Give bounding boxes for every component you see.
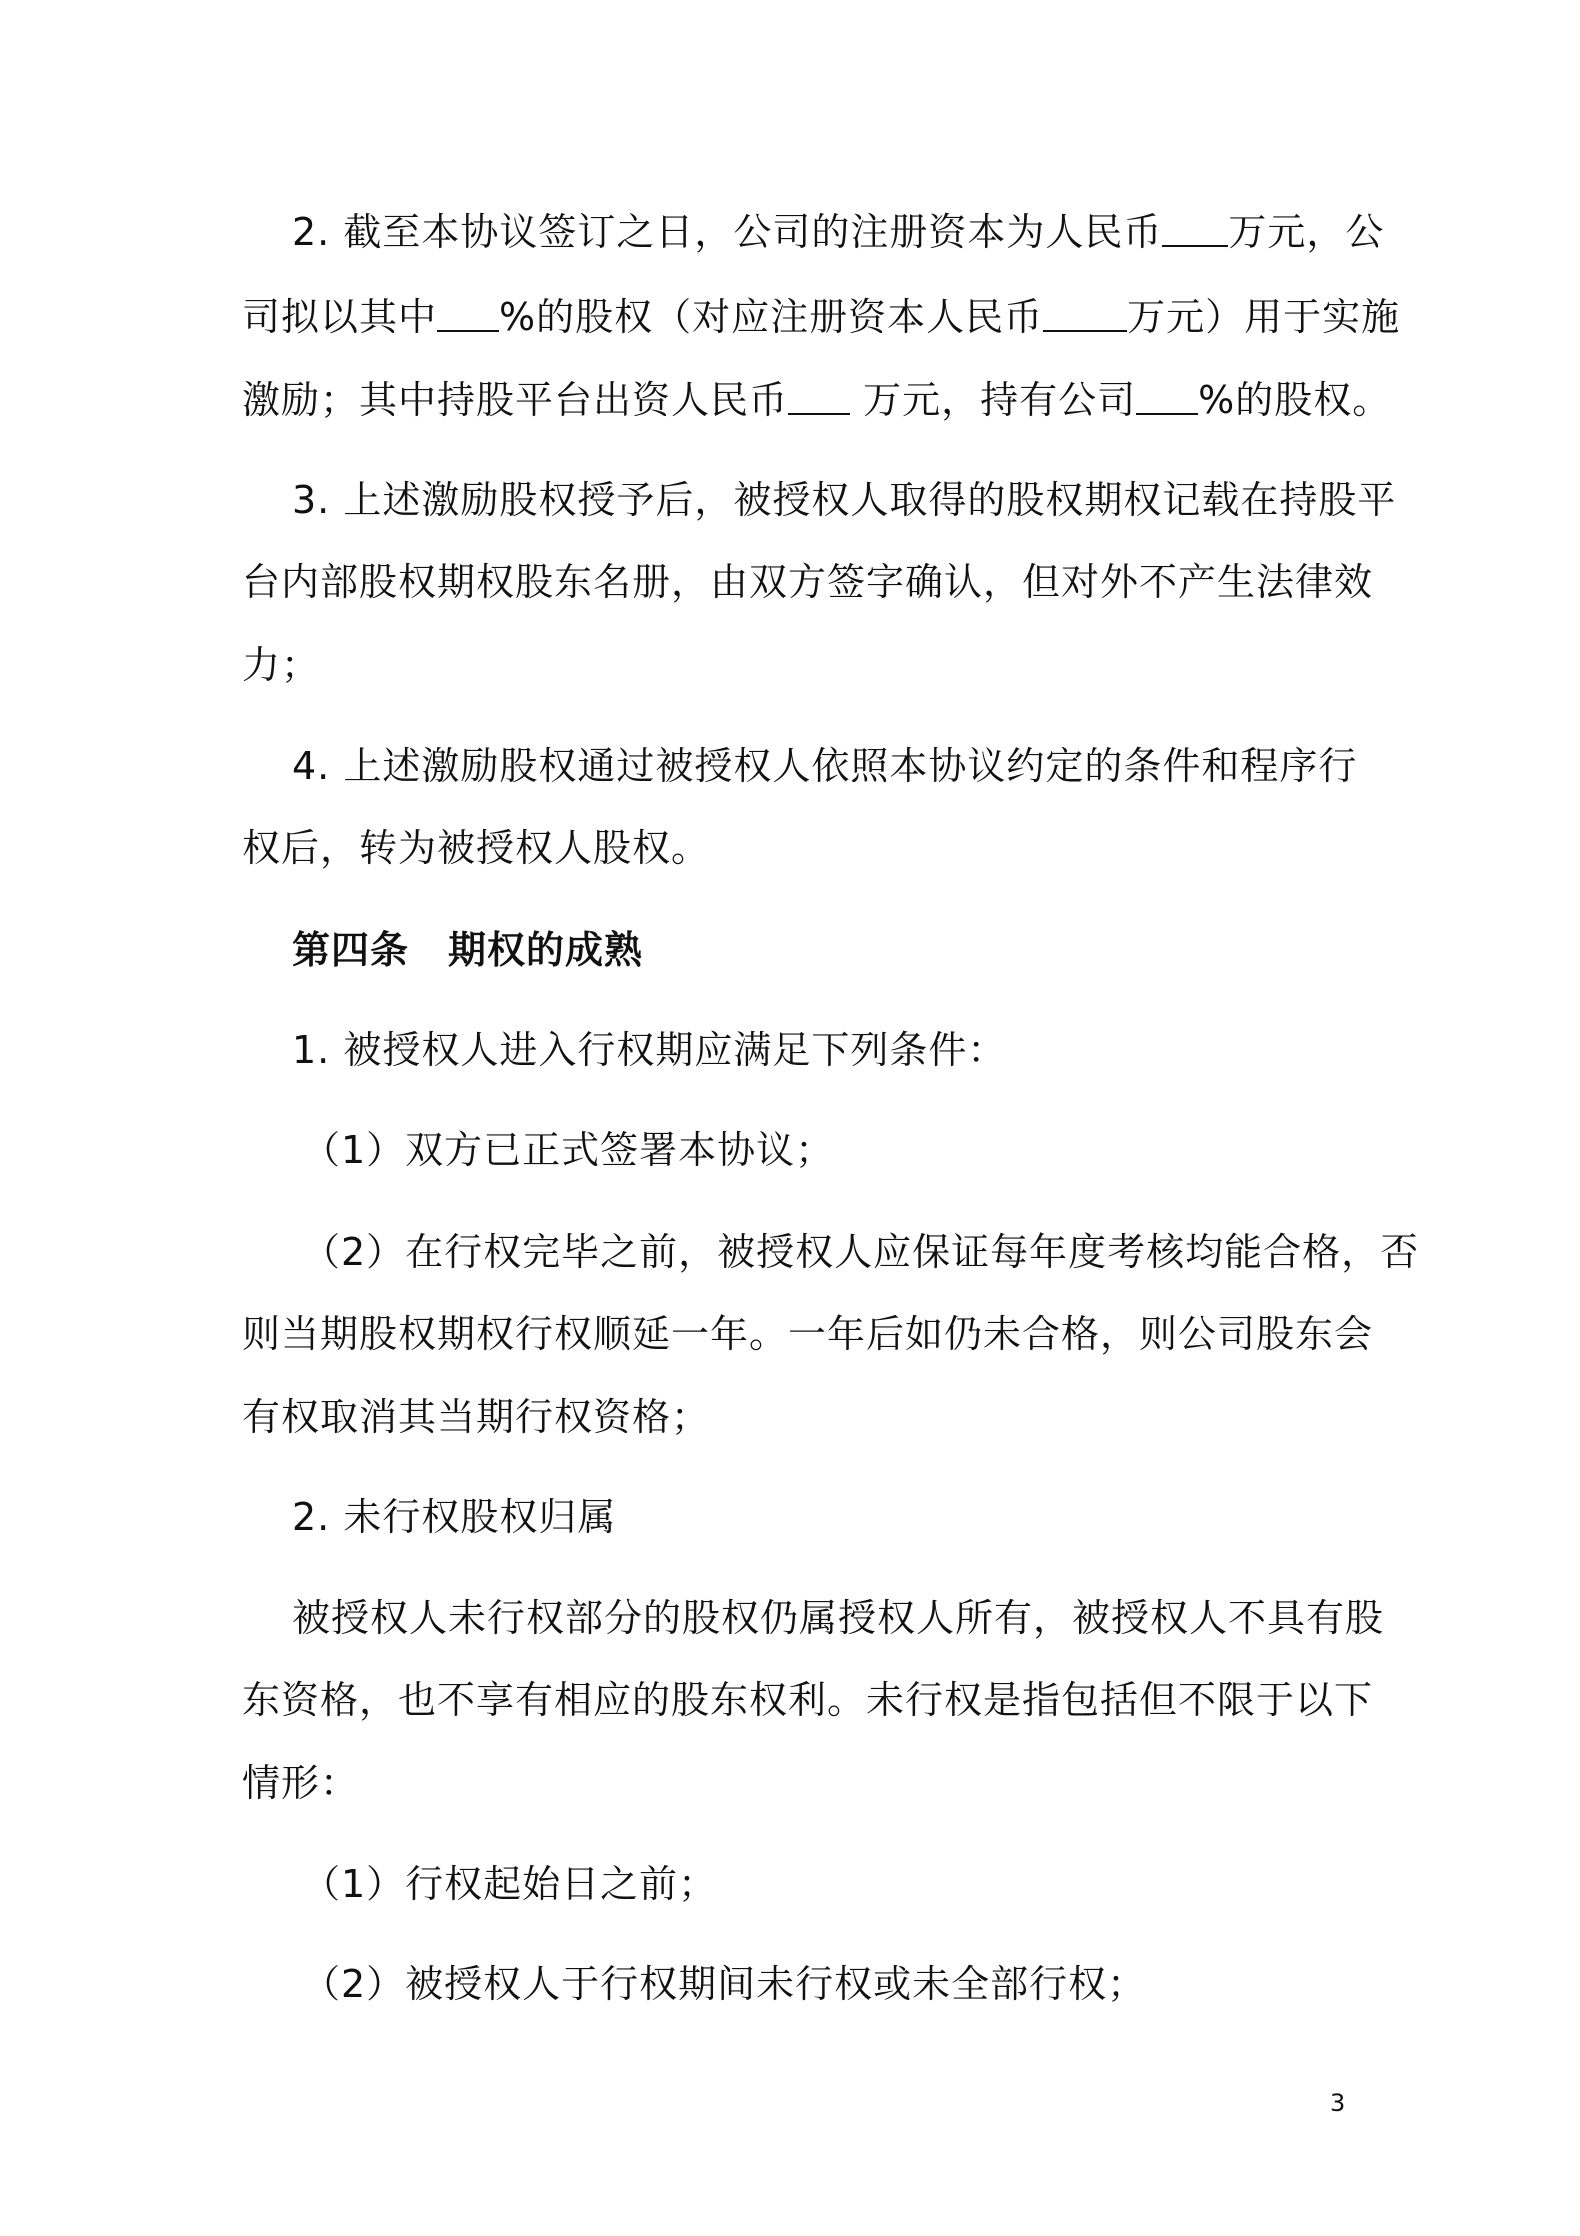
article-4-heading: 第四条 期权的成熟 — [292, 928, 644, 972]
item-1-sub-1: （1）双方已正式签署本协议； — [302, 1128, 835, 1172]
clause-2-text-2: 万元，公 — [1228, 210, 1385, 254]
blank-field — [1136, 379, 1198, 415]
blank-field — [437, 296, 499, 332]
item-2-paragraph-line-3: 情形： — [242, 1761, 360, 1805]
item-2: 2. 未行权股权归属 — [292, 1495, 617, 1539]
item-1: 1. 被授权人进入行权期应满足下列条件： — [292, 1028, 1007, 1072]
item-2-sub-2: （2）被授权人于行权期间未行权或未全部行权； — [302, 1962, 1147, 2006]
clause-2-line-1 — [292, 208, 1384, 256]
clause-2-text-8: %的股权。 — [1198, 378, 1392, 422]
clause-3-line-2: 台内部股权期权股东名册，由双方签字确认，但对外不产生法律效 — [242, 560, 1374, 604]
blank-field — [1162, 211, 1228, 247]
blank-field — [1043, 296, 1127, 332]
clause-2-line-2 — [242, 293, 1400, 341]
item-2-sub-1: （1）行权起始日之前； — [302, 1862, 718, 1906]
item-1-sub-2-line-1: （2）在行权完毕之前，被授权人应保证每年度考核均能合格，否 — [302, 1230, 1420, 1274]
item-1-sub-2-line-2: 则当期股权期权行权顺延一年。一年后如仍未合格，则公司股东会 — [242, 1312, 1374, 1356]
clause-2-text-5: 万元）用于实施 — [1127, 295, 1401, 339]
item-2-paragraph-line-2: 东资格，也不享有相应的股东权利。未行权是指包括但不限于以下 — [242, 1678, 1374, 1722]
clause-4-line-1: 4. 上述激励股权通过被授权人依照本协议约定的条件和程序行 — [292, 744, 1358, 788]
page-number: 3 — [1330, 2089, 1346, 2117]
clause-3-line-3: 力； — [242, 643, 321, 687]
clause-2-text-4: %的股权（对应注册资本人民币 — [499, 295, 1044, 339]
clause-2-line-3 — [242, 376, 1391, 424]
item-1-sub-2-line-3: 有权取消其当期行权资格； — [242, 1395, 711, 1439]
clause-2-text-3: 司拟以其中 — [242, 295, 438, 339]
item-2-paragraph-line-1: 被授权人未行权部分的股权仍属授权人所有，被授权人不具有股 — [292, 1596, 1385, 1640]
clause-2-text-6: 激励；其中持股平台出资人民币 — [242, 378, 789, 422]
clause-4-line-2: 权后，转为被授权人股权。 — [242, 826, 711, 870]
clause-3-line-1: 3. 上述激励股权授予后，被授权人取得的股权期权记载在持股平 — [292, 478, 1397, 522]
clause-2-text-1: 2. 截至本协议签订之日，公司的注册资本为人民币 — [292, 210, 1163, 254]
clause-2-text-7: 万元，持有公司 — [850, 378, 1137, 422]
blank-field — [788, 379, 850, 415]
